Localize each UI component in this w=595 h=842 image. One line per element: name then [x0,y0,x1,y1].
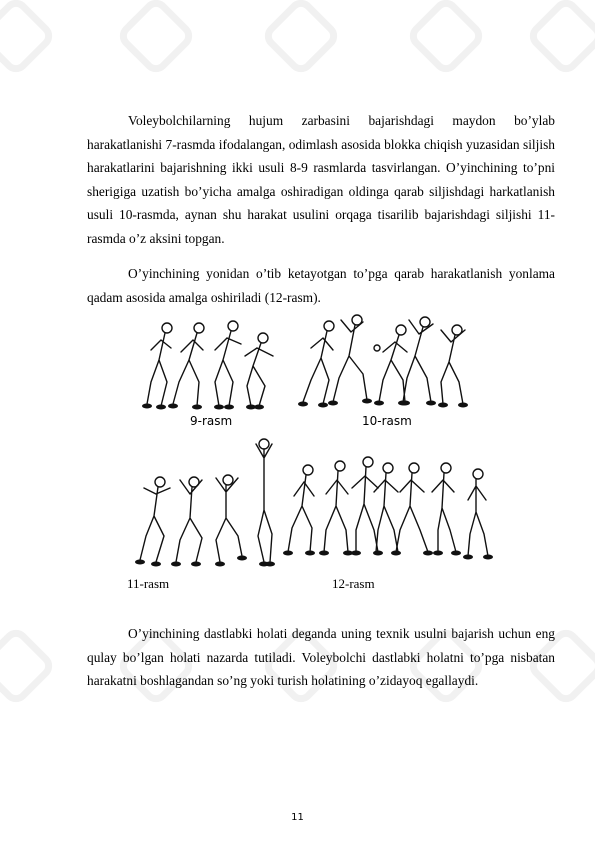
figure-12-illustration [282,452,498,570]
page-number: 11 [291,812,304,823]
paragraph-2: O’yinchining yonidan o’tib ketayotgan to’pga qarab harakatlanish yonlama qadam asosida amalga oshiriladi (12-rasm). [87,266,555,305]
paragraph-1: Voleybolchilarning hujum zarbasini bajarishdagi maydon bo’ylab harakatlanishi 7-rasmda ifodalangan, odimlash asosida blokka chiqish yuzasidan siljish harakatlarini bajarishning ikki usuli 8-9 rasmlarda tasvirlangan. O’yinchining to’pni sherigiga uzatish bo’yicha amalga oshiradigan oldinga qarab siljishdagi harkatlanish usuli 10-rasmda, aynan shu harakat usulini orqaga tisarilib bajarishdagi siljishi 11-rasmda o’z aksini topgan. [87,113,555,246]
figure-11-caption: 11-rasm [127,576,170,591]
figure-12-caption: 12-rasm [332,576,375,591]
figure-10-illustration [293,312,475,410]
paragraph-3: O’yinchining dastlabki holati deganda uning texnik usulni bajarish uchun eng qulay bo’lgan holati nazarda tutiladi. Voleybolchi dastlabki holatni to’pga nisbatan harakatni boshlagandan so’ng yoki turish holatining o’zidayoq egallaydi. [87,626,555,689]
figure-11-illustration [130,432,290,572]
figure-9-illustration [137,316,282,412]
figure-10-caption: 10-rasm [362,414,412,428]
figure-9-caption: 9-rasm [190,414,233,428]
